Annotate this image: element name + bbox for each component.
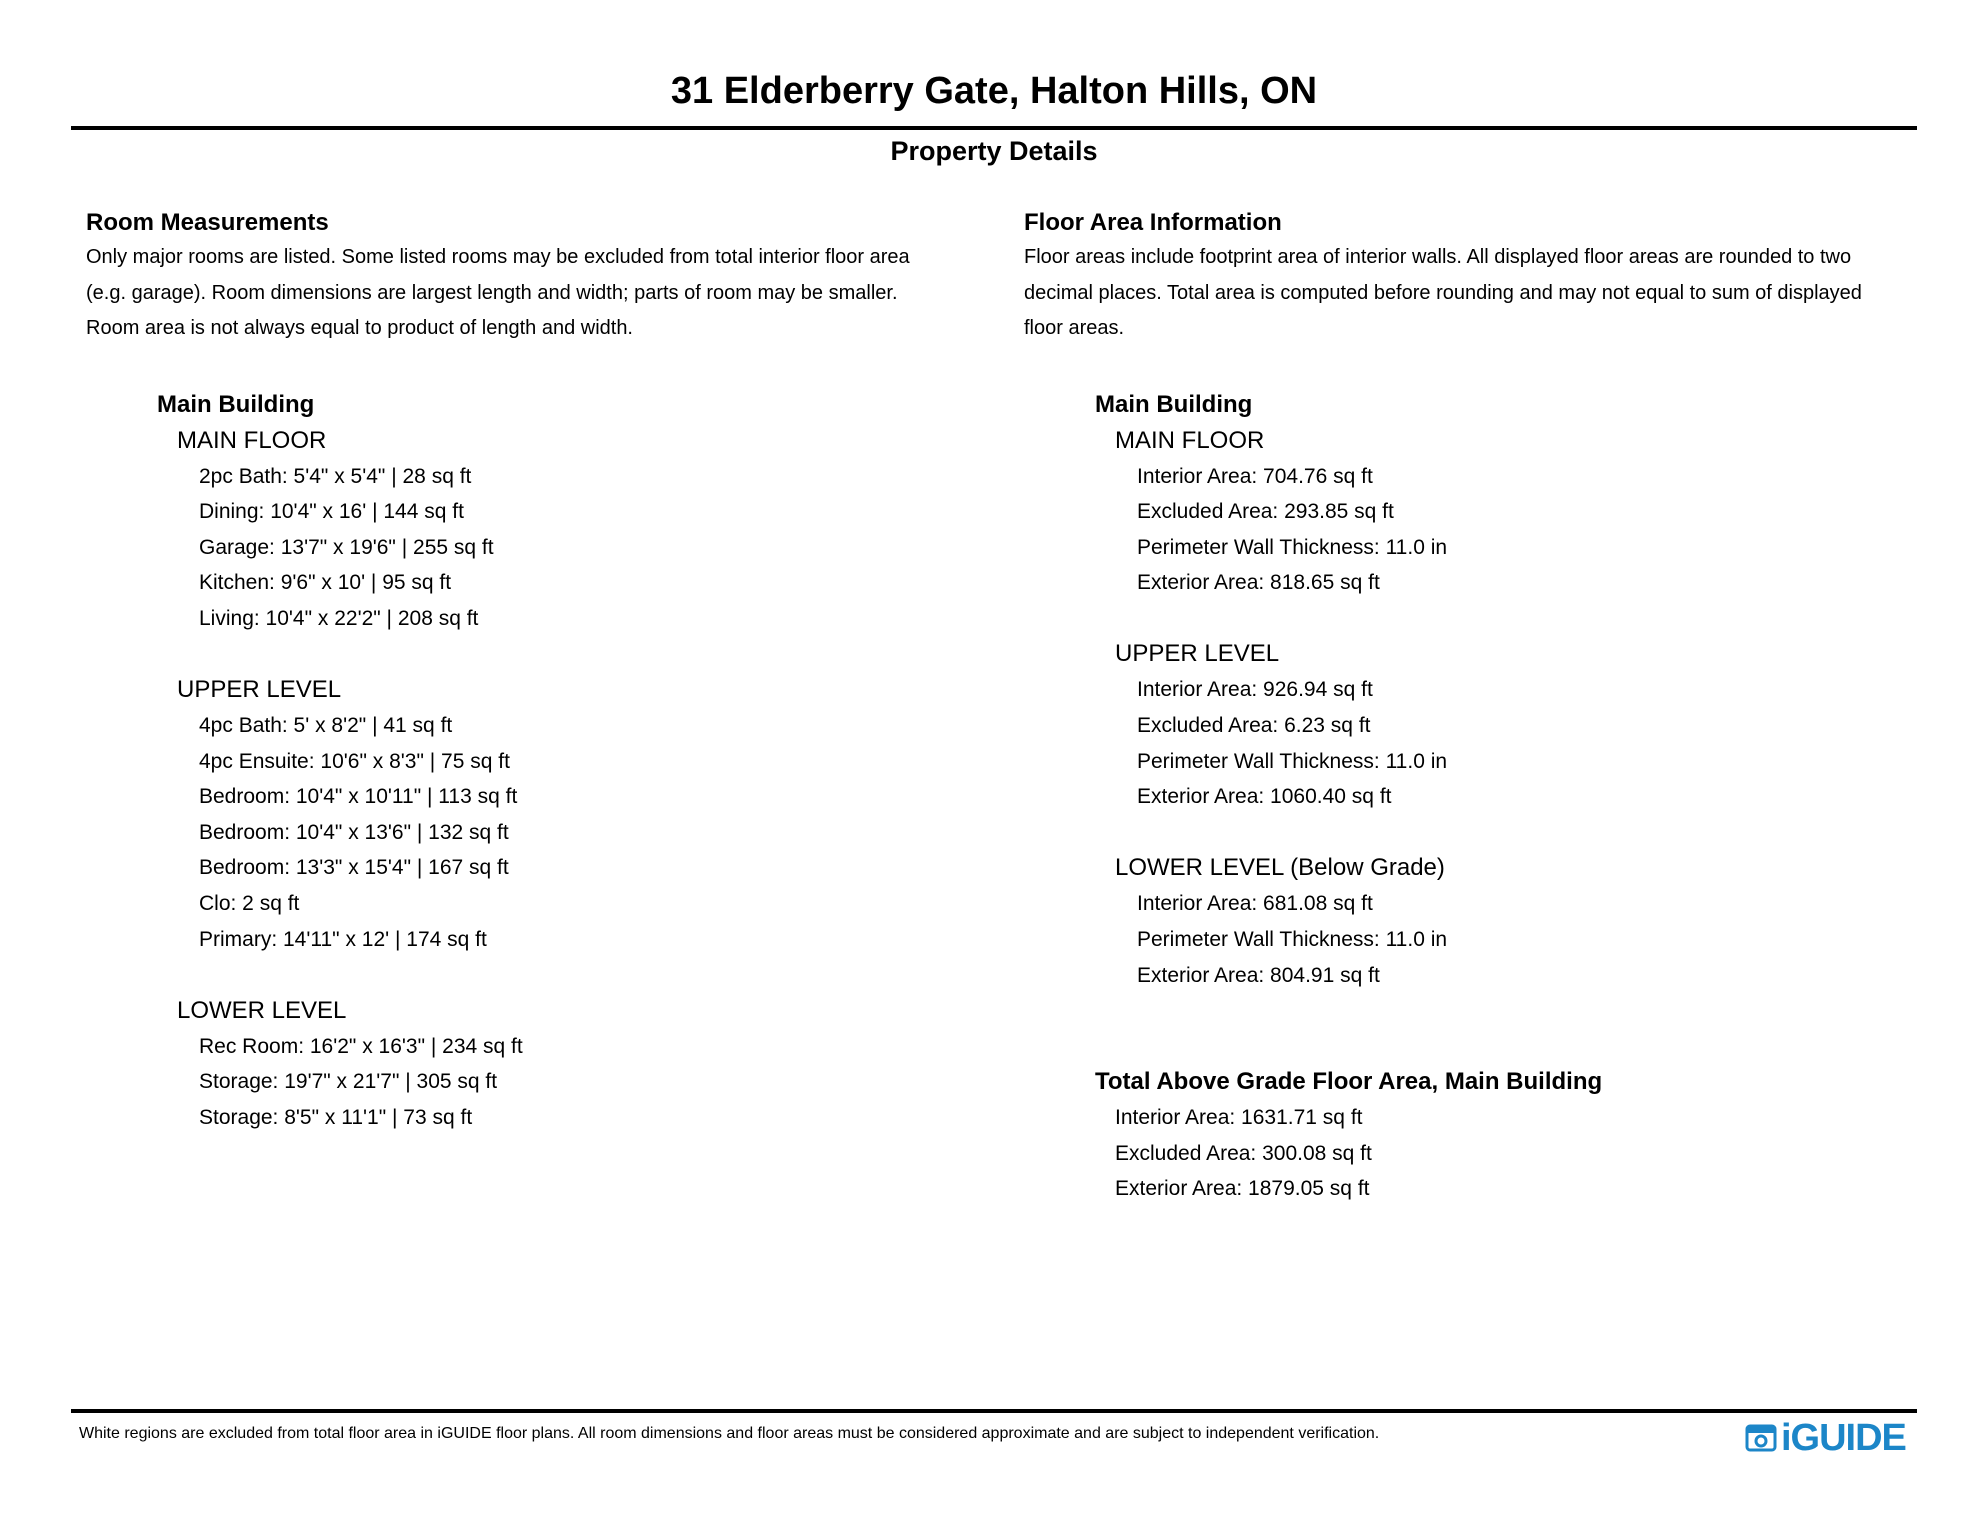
room-item: Bedroom: 10'4" x 10'11" | 113 sq ft [199,785,518,809]
room-item: Storage: 8'5" x 11'1" | 73 sq ft [199,1106,473,1129]
room-item: Bedroom: 10'4" x 13'6" | 132 sq ft [199,820,509,844]
area-item: Interior Area: 681.08 sq ft [1137,892,1373,916]
level-name: LOWER LEVEL (Below Grade) [1115,854,1445,882]
area-item: Perimeter Wall Thickness: 11.0 in [1137,928,1448,952]
room-measurements-description [86,240,986,347]
room-item: Living: 10'4" x 22'2" | 208 sq ft [199,606,479,630]
room-item: 2pc Bath: 5'4" x 5'4" | 28 sq ft [199,464,472,488]
floor-area-section [1024,206,1924,1207]
footer-divider [71,1409,1917,1413]
room-item: 4pc Bath: 5' x 8'2" | 41 sq ft [199,714,453,738]
room-item: Primary: 14'11" x 12' | 174 sq ft [199,927,487,951]
description-line: Room area is not always equal to product of length and width. [86,317,633,339]
description-line: Only major rooms are listed. Some listed rooms may be excluded from total interior floor area [86,246,910,268]
room-item: Garage: 13'7" x 19'6" | 255 sq ft [199,535,494,559]
page-title: 31 Elderberry Gate, Halton Hills, ON [670,70,1318,112]
room-item: Rec Room: 16'2" x 16'3" | 234 sq ft [199,1034,523,1058]
area-item: Excluded Area: 293.85 sq ft [1137,500,1394,524]
footer-disclaimer: White regions are excluded from total floor area in iGUIDE floor plans. All room dimensions and floor areas must be considered approximate and are subject to independent verification. [79,1425,1380,1442]
floor-area-heading: Floor Area Information [1024,209,1282,236]
level-name: UPPER LEVEL [177,676,342,704]
room-item: Clo: 2 sq ft [199,892,300,916]
total-area-item: Excluded Area: 300.08 sq ft [1115,1141,1372,1165]
level-name: MAIN FLOOR [1115,426,1265,454]
room-item: Storage: 19'7" x 21'7" | 305 sq ft [199,1070,498,1094]
iguide-logo-icon [1745,1422,1777,1454]
page-subtitle: Property Details [890,136,1098,166]
area-item: Perimeter Wall Thickness: 11.0 in [1137,749,1448,773]
room-item: Bedroom: 13'3" x 15'4" | 167 sq ft [199,856,509,880]
description-line: Floor areas include footprint area of interior walls. All displayed floor areas are rounded to two [1024,246,1852,268]
title-divider [71,126,1917,130]
level-name: LOWER LEVEL [177,996,347,1024]
room-item: 4pc Ensuite: 10'6" x 8'3" | 75 sq ft [199,749,510,773]
room-item: Kitchen: 9'6" x 10' | 95 sq ft [199,571,452,595]
area-item: Interior Area: 926.94 sq ft [1137,678,1373,702]
building-name: Main Building [157,390,315,418]
area-item: Interior Area: 704.76 sq ft [1137,464,1373,488]
iguide-logo [1745,1418,1906,1458]
description-line: floor areas. [1024,317,1125,339]
room-measurements-heading: Room Measurements [86,209,329,236]
area-item: Perimeter Wall Thickness: 11.0 in [1137,535,1448,559]
room-item: Dining: 10'4" x 16' | 144 sq ft [199,500,464,524]
room-measurements-section [86,206,986,1136]
area-item: Exterior Area: 818.65 sq ft [1137,571,1380,595]
description-line: (e.g. garage). Room dimensions are largest length and width; parts of room may be smaller. [86,281,898,304]
level-name: UPPER LEVEL [1115,640,1280,668]
area-item: Exterior Area: 804.91 sq ft [1137,963,1380,987]
building-name: Main Building [1095,390,1253,418]
total-area-item: Interior Area: 1631.71 sq ft [1115,1106,1363,1130]
area-item: Excluded Area: 6.23 sq ft [1137,714,1371,738]
total-area-item: Exterior Area: 1879.05 sq ft [1115,1177,1370,1201]
level-name: MAIN FLOOR [177,426,327,454]
floor-area-description [1024,240,1924,347]
description-line: decimal places. Total area is computed before rounding and may not equal to sum of displayed [1024,281,1862,304]
total-area-heading: Total Above Grade Floor Area, Main Building [1095,1068,1603,1096]
iguide-logo-text: iGUIDE [1781,1416,1906,1459]
area-item: Exterior Area: 1060.40 sq ft [1137,785,1392,809]
